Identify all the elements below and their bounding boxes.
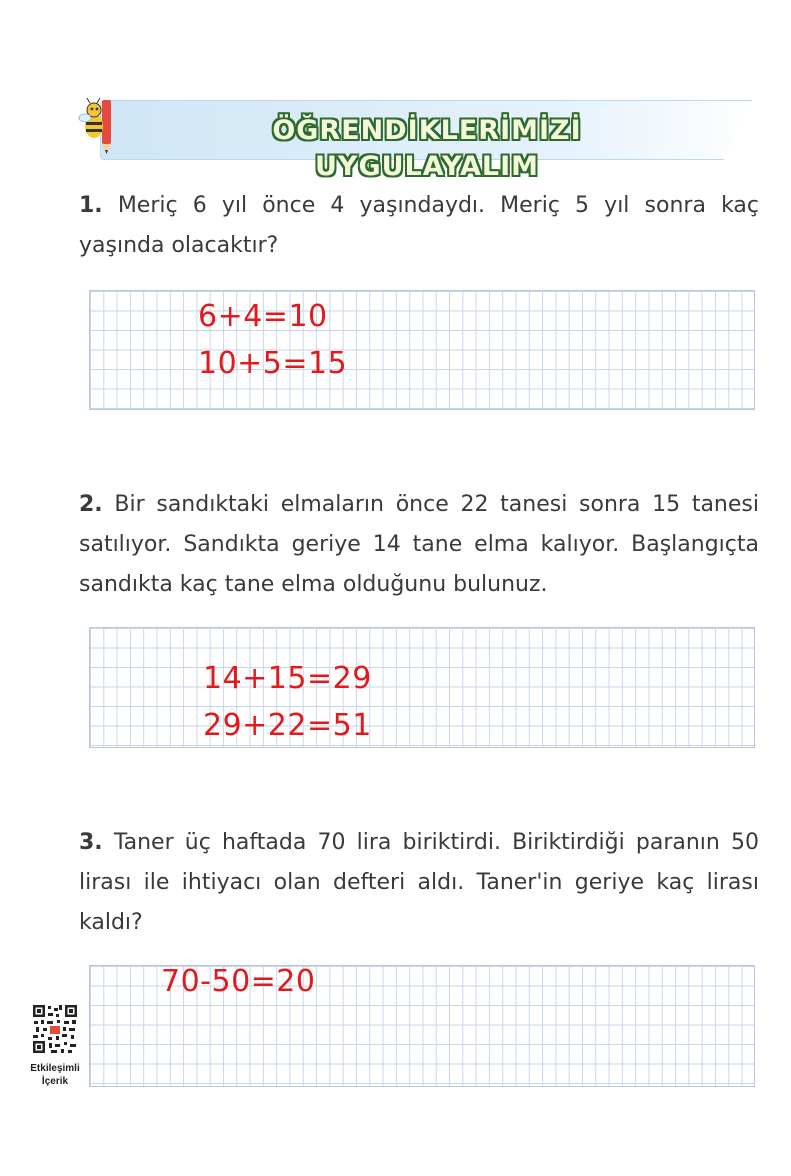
section-title: ÖĞRENDİKLERİMİZİ UYGULAYALIM — [272, 115, 582, 182]
bee-pencil-mascot-icon — [78, 96, 124, 158]
answer-line: 6+4=10 — [198, 299, 328, 334]
answer-grid-2 — [89, 627, 755, 748]
answer-grid-3 — [89, 965, 755, 1087]
answer-line: 70-50=20 — [161, 964, 316, 999]
answer-line: 14+15=29 — [203, 661, 372, 696]
question-3 — [79, 823, 759, 943]
banner-corner — [719, 99, 759, 161]
qr-label-line1: Etkileşimli — [30, 1063, 80, 1074]
question-text: Meriç 6 yıl önce 4 yaşındaydı. Meriç 5 yıl sonra kaç yaşında olacaktır? — [79, 193, 759, 258]
question-number: 2. — [79, 492, 103, 517]
answer-grid-1 — [89, 290, 755, 410]
qr-code-icon[interactable] — [31, 1003, 79, 1055]
question-1 — [79, 186, 759, 266]
answer-line: 10+5=15 — [198, 346, 348, 381]
section-banner — [100, 100, 758, 182]
answer-line: 29+22=51 — [203, 708, 372, 743]
question-number: 1. — [79, 193, 103, 218]
question-2 — [79, 485, 759, 605]
qr-label — [22, 1062, 88, 1088]
question-text: Taner üç haftada 70 lira biriktirdi. Biriktirdiği paranın 50 lirası ile ihtiyacı olan defteri aldı. Taner'in geriye kaç lirası kaldı? — [79, 830, 759, 935]
qr-label-line2: İçerik — [41, 1076, 69, 1087]
question-text: Bir sandıktaki elmaların önce 22 tanesi sonra 15 tanesi satılıyor. Sandıkta geriye 14 tane elma kalıyor. Başlangıçta sandıkta kaç tane elma olduğunu bulunuz. — [79, 492, 759, 597]
question-number: 3. — [79, 830, 103, 855]
